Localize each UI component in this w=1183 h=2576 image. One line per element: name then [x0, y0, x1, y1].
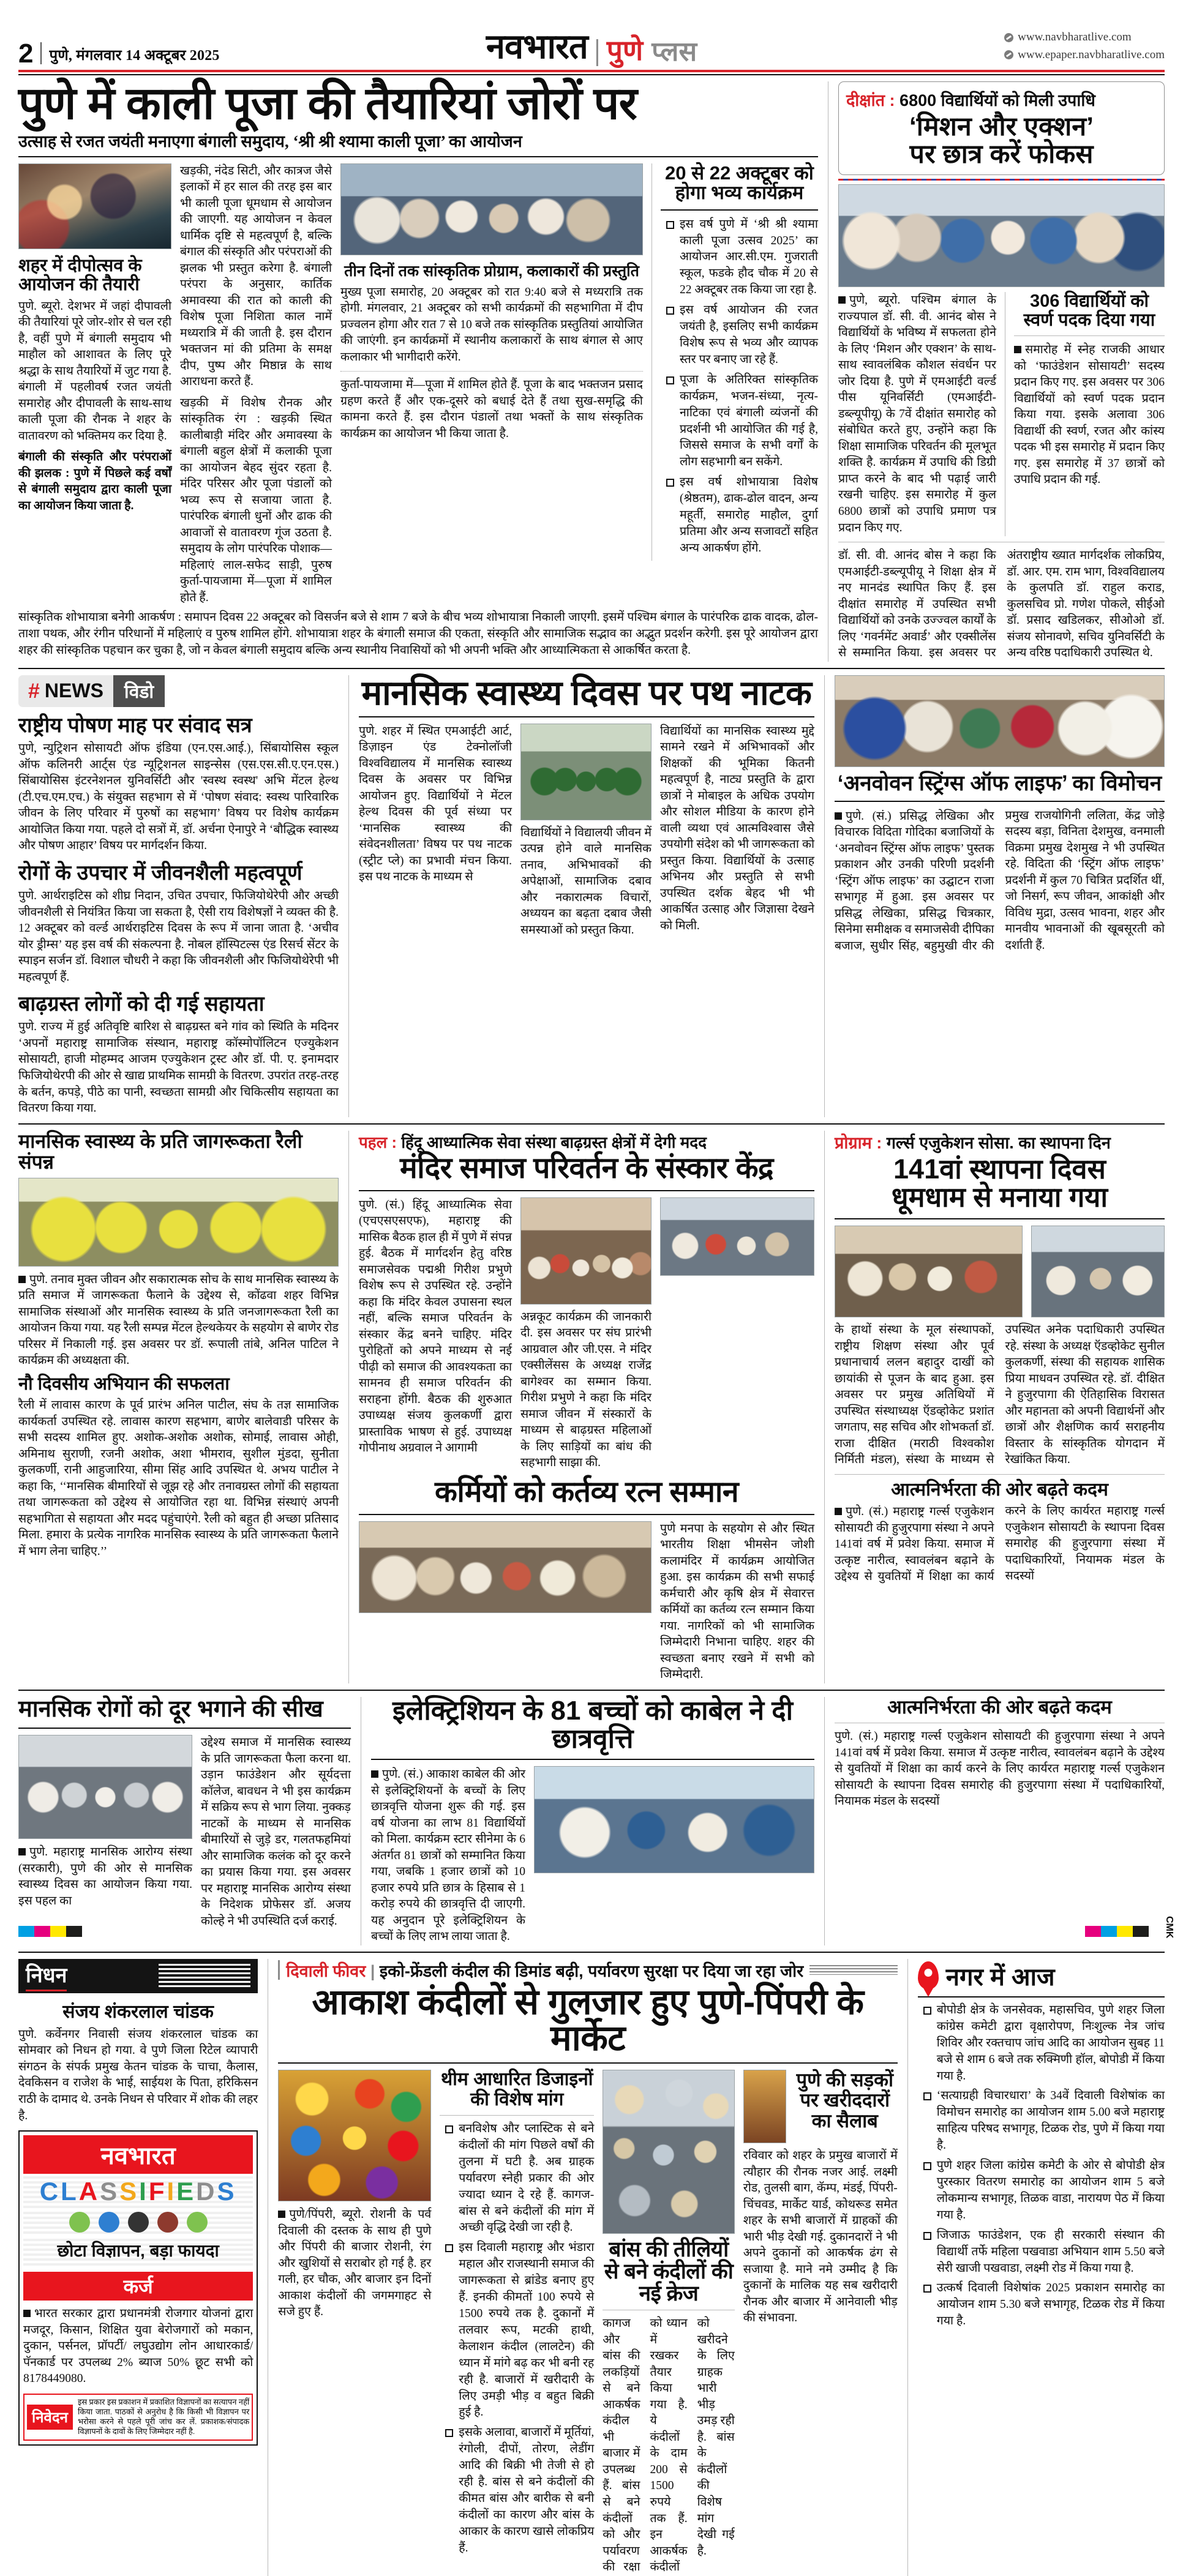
cmyk-registration-left	[18, 1926, 82, 1937]
obituary-body: पुणे. कर्वेनगर निवासी संजय शंकरलाल चांडक का सोमवार को निधन हो गया. वे पुणे जिला रिटेल व्यापारी संगठन के संपर्क प्रमुख केतन चांडक के चाचा, कैलास, देवकिसन व राजेश के भाई, साईयश के पिता, हरिकिसन राठी के दामाद थे. उनके निधन से परिवार में शोक की लहर है.	[18, 2027, 258, 2122]
middle-column	[349, 675, 824, 1117]
folio-divider	[40, 42, 42, 64]
convocation-extra-body: डॉ. सी. वी. आनंद बोस ने कहा कि एमआईटी-डब्ल्यूपीयू ने शिक्षा क्षेत्र में नए मानदंड स्थापित किए हैं. इस दीक्षांत समारोह में उपस्थित सभी विद्यार्थियों को उनके उज्ज्वल कार्यों के लिए ‘गवर्नमेंट अवार्ड’ और एक्सीलेंस से सम्मानित किया. इस अवसर पर अंतराष्ट्रीय ख्यात मार्गदर्शक लोकप्रिय, डॉ. आर. एम. राम भाग, विश्वविद्यालय के कुलपति डॉ. राहुल कराड, कुलसचिव प्रो. गणेश पोकले, सीईओ डॉ. प्रसाद खडिलकर, सीओओ डॉ. संजय सोनावणे, सचिव युनिवर्सिटी के अन्य वरिष्ठ पदाधिकारी उपस्थित थे.	[838, 549, 1165, 660]
natak-col-1: पुणे. शहर में स्थित एमआईटी आर्ट, डिज़ाइन एंड टेक्नोलॉजी विश्वविद्यालय में मानसिक स्वास्थ्य दिवस के अवसर पर विभिन्न आयोजन हुए. विद्यार्थियों ने मेंटल हेल्थ दिवस की पूर्व संध्या पर ‘मानसिक स्वास्थ्य की संवेदनशीलता’ विषय पर पथ नाटक (स्ट्रीट प्ले) का प्रभावी मंचन किया. इस पथ नाटक के माध्यम से	[359, 724, 512, 884]
diwali-credit: पुणे/पिंपरी, ब्यूरो. रोशनी के पर्व दिवाली की दस्तक के साथ ही पुणे और पिंपरी की बाजार रोशनी, रंग और खुशियों से सराबोर हो गई है. हर गली, हर चौक, और बाजार इन दिनों आकाश कंदीलों की जगमगाहट से सजे हुए हैं.	[278, 2208, 432, 2319]
stripes-decoration	[159, 1964, 250, 1988]
ring-icon	[157, 2212, 178, 2233]
brand-divider	[596, 39, 598, 66]
program-body: के हाथों संस्था के मूल संस्थापकों, राष्ट्रीय शिक्षण संस्था और पूर्व प्रधानाचार्य ललन बहादुर दाखीं को छायांकी से पूजन के बाद हुआ. इस अवसर पर प्रमुख अतिथियों में उपस्थित संस्थाध्यक्ष ऍडव्होकेट प्रशांत जगताप, सह सचिव और शोभकर्ता डॉ. राजा दीक्षित (मराठी विश्वकोश निर्मिती मंडल), संस्था के माध्यम से उपस्थित अनेक पदाधिकारी उपस्थित रहे. संस्था के अध्यक्ष ऍडव्होकेट सुनील कुलकर्णी, संस्था की सहायक शासिक प्रिया माधवन उपस्थित रहे. डॉ. दीक्षित ने हुजुरपागा की ऐतिहासिक विरासत और महानता को अपनी विद्यार्थनों और छात्रों और शैक्षणिक कार्य सराहनीय विस्तार के सांस्कृतिक योगदान में रेखांकित किया.	[835, 1324, 1165, 1467]
nutrition-story-head: राष्ट्रीय पोषण माह पर संवाद सत्र	[18, 713, 252, 737]
self-reliance-head-dup: आत्मनिर्भरता की ओर बढ़ते कदम	[887, 1696, 1112, 1718]
date-line: पुणे, मंगलवार 14 अक्टूबर 2025	[49, 48, 220, 64]
third-section	[18, 1131, 1165, 1683]
lead-headline: पुणे में काली पूजा की तैयारियां जोरों पर	[18, 78, 637, 129]
page-number: 2	[18, 39, 34, 69]
news-video-badge[interactable]	[18, 675, 339, 707]
kicker-tag: पहल :	[359, 1133, 397, 1151]
website-main[interactable]: www.navbharatlive.com	[1018, 31, 1132, 43]
self-reliance-head: आत्मनिर्भरता की ओर बढ़ते कदम	[891, 1479, 1108, 1500]
obituary-name: संजय शंकरलाल चांडक	[62, 2001, 214, 2022]
list-item: इस वर्ष आयोजन की रजत जयंती है, इसलिए सभी कार्यक्रम विशेष रूप से भव्य और व्यापक स्तर पर बनाए जा रहे हैं.	[661, 302, 818, 369]
mental-bottom-caption: पुणे. महाराष्ट्र मानसिक आरोग्य संस्था (सरकारी), पुणे की ओर से मानसिक स्वास्थ्य दिवस का आयोजन किया गया. इस पहल का	[18, 1846, 192, 1908]
list-item: पुणे शहर जिला कांग्रेस कमेटी के ओर से बोपोडी क्षेत्र पुरस्कार वितरण समारोह का आयोजन शाम 5 बजे लोकमान्य सभागृह, तिळक वाडा, नारायण पेठ में किया गया है.	[918, 2158, 1165, 2224]
square-bullet-icon	[445, 2429, 453, 2437]
program-head-1: 20 से 22 अक्टूबर को	[665, 162, 814, 184]
square-bullet-icon	[445, 2244, 453, 2252]
nutrition-story-body: पुणे, न्युट्रिशन सोसायटी ऑफ इंडिया (एन.एस.आई.), सिंबायोसिस स्कूल ऑफ कलिनरी आर्ट्स एंड न्यूट्रिशनल साइन्सेस (एस.एस.सी.ए.एन.एस.) सिंबायोसिस इंटरनेशनल युनिवर्सिटी और 'स्वस्थ स्वस्थ' अभि मेंटल हेल्थ (टी.एच.एम.एच.) के संयुक्त सहभाग से में ‘पोषण संवाद: स्वस्थ पारिवारिक जीवन के लिए परिवार में पुरुषों का सहभाग’ विषय पर विशेष कार्यक्रम आयोजित किया गया. पहले दो सत्रों में, डॉ. अर्चना ऐनापुरे ने ‘बौद्धिक स्वास्थ्य और पोषण आहार’ विषय पर मार्गदर्शन किया.	[18, 742, 339, 853]
book-headline: ‘अनवोवन स्ट्रिंग्स ऑफ लाइफ’ का विमोचन	[837, 771, 1162, 795]
mandir-group-photo	[660, 1197, 814, 1276]
market-body: रविवार को शहर के प्रमुख बाजारों में त्यौहार की रौनक नजर आई. लक्ष्मी रोड, तुलसी बाग, कॅम्प, मंडई, पिंपरी-चिंचवड, मार्केट यार्ड, कोथरूड समेत शहर के सभी बाजारों में ग्राहकों की भारी भीड़ देखी गई. दुकानदारों ने भी अपने दुकानों को आकर्षक ढंग से सजाया है. माने नमे उम्मीद है कि दुकानों के मालिक यह सब खरीदारी रौनक और बाजार में आनेवाली भीड़ की संभावना.	[743, 2149, 898, 2325]
classifieds-icons	[23, 2209, 253, 2236]
rally-column	[18, 1131, 349, 1683]
disclaimer-text: इस प्रकार इस प्रकाशन में प्रकाशित विज्ञापनों का सत्यापन नहीं किया जाता. पाठकों से अनुरोध है कि किसी भी विज्ञापन पर भरोसा करने से पहले पूरी जांच कर लें. प्रकाशक/संपादक विज्ञापनों के दावों के लिए जिम्मेदार नहीं है.	[77, 2397, 250, 2436]
gold-medal-head: 306 विद्यार्थियों को स्वर्ण पदक दिया गया	[1023, 291, 1155, 331]
right-column-book	[824, 675, 1165, 1117]
rally-headline: मानसिक स्वास्थ्य के प्रति जागरूकता रैली संपन्न	[18, 1129, 302, 1174]
square-bullet-icon	[923, 2007, 931, 2015]
today-header	[918, 1959, 1165, 1998]
diwali-col-3	[603, 2070, 734, 2575]
brand-name: नवभारत	[486, 27, 588, 66]
diwali-col-1	[278, 2070, 431, 2575]
kali-puja-photo	[18, 163, 171, 249]
right-column-top	[828, 81, 1165, 662]
bamboo-headline: बांस की तीलियों से बने कंदीलों की नई क्रेज	[604, 2237, 734, 2305]
globe-icon	[1004, 33, 1013, 42]
mandir-kicker	[359, 1131, 814, 1153]
kicker-text: 6800 विद्यार्थियों को मिली उपाधि	[899, 91, 1095, 110]
lead-subhead: उत्साह से रजत जयंती मनाएगा बंगाली समुदाय, ‘श्री श्री श्यामा काली पूजा’ का आयोजन	[18, 132, 818, 157]
medical-icon	[187, 2212, 208, 2233]
lead-col1-p2: बंगाली की संस्कृति और परंपराओं की झलक : पुणे में पिछले कई वर्षों से बंगाली समुदाय द्वारा काली पूजा का आयोजन किया जाता है.	[18, 451, 171, 512]
square-bullet-icon	[923, 2285, 931, 2293]
list-item: जिजाऊ फाउंडेशन, एक ही सरकारी संस्थान की विद्यार्थी तर्फे महिला पखवाडा अभियान शाम 5.50 बजे सेरी खाजी पखवाडा, लक्ष्मी रोड में किया गया है.	[918, 2228, 1165, 2277]
lead-photo-caption: तीन दिनों तक सांस्कृतिक प्रोग्राम, कलाकारों की प्रस्तुति	[344, 262, 639, 280]
top-section	[18, 78, 1165, 662]
electrician-body: पुणे. (सं.) आकाश काबेल की ओर से इलेक्ट्रिशियनों के बच्चों के लिए छात्रवृत्ति योजना शुरू की गई. इस वर्ष योजना का लाभ 81 विद्यार्थियों को मिला. कार्यक्रम स्टार सीनेमा के 6 अंतर्गत 81 छात्रों को सम्मानित किया गया, जबकि 1 हजार छात्रों को 10 हजार रुपये प्रति छात्र के हिसाब से 1 करोड़ रुपये की छात्रवृत्ति दी जाएगी. यह अनुदान पूरे इलेक्ट्रिशियन के बच्चों के लिए लाभ लाया जाता है.	[371, 1768, 525, 1944]
bamboo-body: कागज और बांस की लकड़ियों से बने आकर्षक कंदील भी बाजार में उपलब्ध हैं. बांस से बने कंदीलों को और पर्यावरण की रक्षा को ध्यान में रखकर तैयार किया गया है. ये कंदीलों के दाम 200 से 1500 रुपये तक हैं. इन आकर्षक कंदीलों को खरीदने के लिए ग्राहक भारी भीड़ उमड़ रही है. बांस के कंदीलों की विशेष मांग देखी गई है.	[603, 2317, 735, 2574]
folio	[18, 39, 220, 69]
book-launch-photo	[835, 675, 1165, 767]
square-bullet-icon	[923, 2232, 931, 2240]
natak-photo-col: विद्यार्थियों ने विद्यालयी जीवन में उत्पन्न होने वाले मानसिक तनाव, अभिभावकों की अपेक्षाओं, सामाजिक दबाव और नकारात्मक विचारों, अध्ययन का बढ़ता दबाव जैसी समस्याओं को प्रस्तुत किया.	[520, 724, 652, 939]
natak-col-3: विद्यार्थियों का मानसिक स्वास्थ्य मुद्दे सामने रखने में अभिभावकों और शिक्षकों की भूमिका कितनी महत्वपूर्ण है, नाट्य प्रस्तुति के द्वारा छात्रों ने मोबाइल के अधिक उपयोग और सोशल मीडिया के कारण होने वाली व्यथा एवं आत्मविश्वास जैसे उपयोगी संदेश को भी जागरूकता को प्रस्तुत किया. विद्यार्थियों के उत्साह अभिनय और प्रस्तुति से सभी उपस्थित दर्शक बेहद भी भी आकर्षित उत्साह और जिज्ञासा देखने को मिली.	[660, 724, 814, 932]
kicker-text: हिंदू आध्यात्मिक सेवा संस्था बाढ़ग्रस्त क्षेत्रों में देगी मदद	[401, 1133, 707, 1151]
diwali-col-2	[440, 2070, 594, 2575]
list-item: ‘सत्याग्रही विचारधारा’ के 34वें दिवाली विशेषांक का विमोचन समारोह का आयोजन शाम 5.00 बजे महाराष्ट्र साहित्य परिषद सभागृह, टिळक रोड, पुणे में किया गया है.	[918, 2088, 1165, 2154]
kicker-tag: प्रोग्राम :	[835, 1133, 882, 1152]
convocation-photo	[838, 184, 1165, 287]
book-body: पुणे. (सं.) प्रसिद्ध लेखिका और विचारक विदिता गोदिका बजाजियों के ‘अनवोवन स्ट्रिंग्स ऑफ लाइफ’ पुस्तक प्रकाशन और उनकी परिणी प्रदर्शनी ‘स्ट्रिंग ऑफ लाइफ’ का उद्घाटन राजा सभागृह में हुआ. इस अवसर पर प्रसिद्ध लेखिका, प्रसिद्ध चित्रकार, सिनेमा समीक्षक व समाजसेवी दीपिका बजाज, सुधीर सिंह, बहुमुखी वीर की प्रमुख राजयोगिनी ललिता, केंद्र जोड़े सदस्य बड़ा, विनिता देशमुख, वनमाली विक्रमा प्रमुख देशमुख ने भी उपस्थित रहे. विदिता की ‘स्ट्रिंग ऑफ लाइफ’ प्रदर्शनी में कुल 70 चित्रित प्रदर्शित थीं, जो निसर्ग, रूप जीवन, आकांक्षी और विविध मुद्रा, उत्सव भावना, शहर और मानवीय भावनाओं की खूबसूरती को दर्शाती हैं.	[835, 809, 1165, 953]
news-label: NEWS	[44, 680, 103, 702]
classifieds-word: CLASSIFIEDS	[23, 2174, 253, 2209]
list-item: इसके अलावा, बाजारों में मूर्तियां, रंगोली, दीपों, तोरण, लेडींग आदि की बिक्री भी तेजी से हो रही है. बांस से बने कंदीलों की कीमत बांस और बारीक से बनी कंदीलों का कारण और बांस के आकार के कारण खासे लोकप्रिय हैं.	[440, 2425, 594, 2556]
karmi-text-col: पुणे मनपा के सहयोग से और स्थित भारतीय शिक्षा भीमसेन जोशी कलामंदिर में कार्यक्रम आयोजित हुआ. इस कार्यक्रम की सभी सफाई कर्मचारी और कृषि क्षेत्र में सेवारत्त कर्मियों का कर्तव्य रत्न सम्मान किया गया. नागरिकों को भी सामाजिक जिम्मेदारी निभाना चाहिए. शहर की स्वच्छता बनाए रखने में सभी को जिम्मेदारी.	[660, 1522, 814, 1682]
brand-logo[interactable]	[486, 22, 697, 69]
diwali-headline: आकाश कंदीलों से गुलजार हुए पुणे-पिंपरी के मार्केट	[312, 1982, 864, 2059]
gold-medal-body: समारोह में स्नेह राजकी आधार को ‘फाउंडेशन सोसायटी’ सदस्य प्रदान किए गए. इस अवसर पर 306 विद्यार्थियों को स्वर्ण पदक प्रदान किया गया. इसके अलावा 306 विद्यार्थी की स्वर्ण, रजत और कांस्य पदक भी इस समारोह में प्रदान किए गए. इस समारोह में 37 छात्रों को उपाधि प्रदान की गई.	[1013, 343, 1165, 487]
lead-col-1	[18, 163, 171, 607]
kicker-text: गर्ल्स एजुकेशन सोसा. का स्थापना दिन	[886, 1133, 1111, 1152]
mandir-headline: मंदिर समाज परिवर्तन के संस्कार केंद्र	[400, 1151, 773, 1185]
diwali-column	[268, 1959, 907, 2576]
program-items	[661, 217, 818, 557]
self-reliance-body-dup: पुणे. (सं.) महाराष्ट्र गर्ल्स एजुकेशन सोसायटी की हुजुरपागा संस्था ने अपने 141वां वर्ष में प्रवेश किया. समाज में उत्कृष्ट नारीत्व, स्वावलंबन बढ़ाने के उद्देश्य से युवतियों में शिक्षा का कार्य करने के लिए कार्यरत महाराष्ट्र गर्ल्स एजुकेशन सोसायटी के स्थापना दिवस समारोह की हुजुरपागा संस्था में पदाधिकारियों, नियामक मंडल के सदस्यों	[835, 1730, 1165, 1808]
self-reliance-column	[824, 1697, 1165, 1945]
obituary-header	[18, 1959, 258, 1993]
left-column	[18, 675, 349, 1117]
scholarship-photo	[534, 1766, 814, 1873]
list-item: बोपोडी क्षेत्र के जनसेवक, महासचिव, पुणे शहर जिला कांग्रेस कमेटी द्वारा वृक्षारोपण, निःशुल्क नेत्र जांच शिविर और रक्तचाप जांच आदि का आयोजन सुबह 11 बजे से शाम 6 बजे तक रुक्मिणी हॉल, बोपोडी में किया गया है.	[918, 2002, 1165, 2085]
square-bullet-icon	[666, 221, 674, 229]
today-title: नगर में आज	[945, 1963, 1055, 1991]
obituary-tag: निधन	[26, 1960, 67, 1991]
electrician-column	[361, 1697, 824, 1945]
rally-body-2: रैली में लावास कारण के पूर्व प्रारंभ अनिल पाटील, संघ के तज्ञ सामाजिक कार्यकर्ता उपस्थित रहे. लावास कारण सहभाग, बाणेर बालेवाडी परिसर के सभी सदस्य शामिल हुए. अशोक-अशोक अशोक, सोमाई, लावास ओही, अमिनाथ सुराणी, रजनी अशोक, अशा भीमराव, सुशील मुंडदा, सुनीता कुलकर्णी, रानी आहुजारिया, सीमा सिंह आदि उपस्थित थे. अभय पाटील ने कहा कि, ‘‘मानसिक बीमारियों से जूझ रहे और तनावग्रस्त लोगों की सहायता तथा जागरूकता को उद्देश्य से आयोजित रहा था. विभिन्न संस्थाएं अपनी सहभागिता से सहायता और मदद पहुंचाएंगे. रैली को बहुत ही अच्छा प्रतिसाद मिला. हमारा के प्रत्येक नागरिक मानसिक स्वास्थ्य के प्रति जागरूकता फैलाने में भाग लेना चाहिए.’’	[18, 1399, 339, 1558]
rally-photo	[18, 1178, 339, 1267]
lead-photo-text: मुख्य पूजा समारोह, 20 अक्टूबर को रात 9:40 बजे से मध्यरात्रि तक होगी. मंगलवार, 21 अक्टूबर को सभी कार्यक्रमों की सहभागिता में दीप प्रज्वलन होगा और रात 7 से 10 बजे तक सांस्कृतिक प्रस्तुतियां आयोजित की जाएंगी. इन कार्यक्रमों में स्थानीय कलाकारों के साथ बंगाल से आए कलाकार भी भागीदारी करेंगे.	[340, 285, 643, 364]
mental-bottom-headline: मानसिक रोगों को दूर भगाने की सीख	[18, 1696, 323, 1722]
mandir-meeting-photo	[520, 1197, 652, 1305]
natak-headline: मानसिक स्वास्थ्य दिवस पर पथ नाटक	[361, 673, 812, 712]
second-section	[18, 675, 1165, 1117]
search-icon	[99, 2212, 119, 2233]
gold-medal-col	[1005, 292, 1165, 536]
flood-story-body: पुणे. राज्य में हुई अतिवृष्टि बारिश से बाढ़ग्रस्त बने गांव को स्थिति के मदिनर ‘अपनों महाराष्ट्र सामाजिक संस्थान, महाराष्ट्र कॉस्मोपॉलिटन एज्युकेशन सोसायटी, हाजी मोहम्मद आजम एज्युकेशन ट्रस्ट और डॉ. पी. ए. इनामदार फिजियोथेरपी की ओर से खाद्य प्राथमिक सामग्री के वितरण. उपरांत तरह-तरह के बर्तन, कपड़े, पीठे का पानी, स्वच्छता सामग्री और चिकित्सीय सहायता का वितरण किया गया.	[18, 1020, 339, 1115]
mandir-col-1: पुणे. (सं.) हिंदू आध्यात्मिक सेवा (एचएसएसएफ), महाराष्ट्र की मासिक बैठक हाल ही में पुणे में संपन्न हुई. बैठक में मार्गदर्शन हेतु वरिष्ठ समाजसेवक पद्मश्री गिरीश प्रभुणे विशेष रूप से उपस्थित रहे. उन्होंने कहा कि मंदिर केवल उपासना स्थल नहीं, बल्कि समाज परिवर्तन के संस्कार केंद्र बनने चाहिए. मंदिर पुरोहितों को अपने माध्यम से नई पीढ़ी को समाज की आवश्यकता का सामनव ही समाज परिवर्तन की सराहना होंगी. बैठक की शुरुआत उपाध्यक्ष संजय कुलकर्णी द्वारा प्रास्ताविक भाषण से हुई. उपाध्यक्ष गोपीनाथ अग्रवाल ने आगामी	[359, 1198, 512, 1455]
diwali-items	[440, 2121, 594, 2557]
program-headline-1: 141वां स्थापना दिवस	[893, 1153, 1106, 1185]
program-kicker	[835, 1131, 1165, 1153]
disclaimer-tag: निवेदन	[27, 2405, 73, 2430]
lead-col2-head: खड़की में विशेष रौनक और सांस्कृतिक रंग : खड़की स्थित कालीबाड़ी मंदिर और अमावस्या के बंगाली बहुल क्षेत्रों में कलाकी पूजा का आयोजन बेहद सुंदर रहता है. मंदिर परिसर और पूजा पंडालों को भव्य रूप से सजाया जाता है. पारंपरिक बंगाली धुनों और ढाक की आवाजों से वातावरण गूंज उठता है. समुदाय के लोग पारंपरिक पोशाक—महिलाएं लाल-सफेद साड़ी, पुरुष कुर्ता-पायजामा में—पूजा में शामिल होते हैं.	[180, 396, 332, 604]
video-label[interactable]: विडो	[113, 675, 165, 707]
program-box	[652, 163, 818, 561]
house-icon	[69, 2212, 90, 2233]
rally-sub-head: नौ दिवसीय अभियान की सफलता	[18, 1374, 230, 1394]
list-item: पूजा के अतिरिक्त सांस्कृतिक कार्यक्रम, भजन-संध्या, नृत्य-नाटिका एवं बंगाली व्यंजनों की प्रदर्शनी भी आयोजित की गई है, जिससे समाज के सभी वर्गों के लोग सहभागी बन सकेंगे.	[661, 372, 818, 471]
stage-photo	[340, 163, 643, 255]
masthead-red-rule	[18, 70, 1165, 72]
kicker-text: इको-फ्रेंडली कंदील की डिमांड बढ़ी, पर्यावरण सुरक्षा पर दिया जा रहा जोर	[379, 1961, 804, 1980]
website-epaper[interactable]: www.epaper.navbharatlive.com	[1018, 48, 1165, 61]
mandir-photo-col: अन्नकूट कार्यक्रम की जानकारी दी. इस अवसर पर संघ प्रारंभी आग्रवाल और जी.एस. ने मंदिर एक्सीलेंसस के अध्यक्ष राजेंद्र बागेश्वर का सम्मान किया. गिरीश प्रभुणे ने कहा कि मंदिर समाज जीवन में संस्कारों के माध्यम से बाढ़ग्रस्त महिलाओं के लिए साड़ियों का बांध की सहभागी साझा की.	[520, 1197, 652, 1472]
diwali-kicker: दिवाली फीवर | इको-फ्रेंडली कंदील की डिमांड बढ़ी, पर्यावरण सुरक्षा पर दिया जा रहा जोर	[286, 1961, 804, 1980]
graduation-cap-icon	[128, 2212, 149, 2233]
edition-suffix: प्लस	[652, 37, 697, 67]
plate-mark: CMK	[1164, 1915, 1174, 1938]
kicker-tag: दिवाली फीवर	[286, 1961, 366, 1980]
kicker-tag: दीक्षांत :	[846, 91, 895, 110]
convocation-lead-col	[838, 292, 996, 536]
diwali-sub-head: थीम आधारित डिजाइनों की विशेष मांग	[440, 2069, 593, 2110]
classifieds-tagline: छोटा विज्ञापन, बड़ा फायदा	[23, 2236, 253, 2267]
website-links[interactable]	[1004, 29, 1165, 66]
rally-body-1: पुणे. तनाव मुक्त जीवन और सकारात्मक सोच के साथ मानसिक स्वास्थ्य के प्रति समाज में जागरूकता फैलाने के उद्देश्य से, कोंढवा शहर विभिन्न सामाजिक संस्थाओं और मानसिक स्वास्थ्य के प्रति जनजागरूकता रैली का आयोजन किया गया. यह रैली सम्पन्न मेंटल हेल्थकेयर के सहयोग से बाणेर रोड परिसर में निकाली गई. इस अवसर पर डॉ. रूपाली तांबे, अनिल पाटिल ने कार्यक्रम की अध्यक्षता की.	[18, 1273, 339, 1368]
diwali-col-4	[743, 2070, 898, 2575]
lead-col3-p1: कुर्ता-पायजामा में—पूजा में शामिल होते हैं. पूजा के बाद भक्तजन प्रसाद ग्रहण करते हैं और एक-दूसरे को बधाई देते हैं तथा सुख-समृद्धि की कामना करते हैं. इस दौरान पंडालों तथा भक्तों के साथ संस्कृतिक कार्यक्रम का आयोजन भी किया जाता है.	[340, 378, 643, 440]
convocation-headline-1: ‘मिशन और एक्शन’	[909, 112, 1094, 141]
program-column	[824, 1131, 1165, 1683]
lifestyle-story-head: रोगों के उपचार में जीवनशैली महत्वपूर्ण	[18, 861, 302, 885]
list-item: इस वर्ष पुणे में ‘श्री श्री श्यामा काली पूजा उत्सव 2025’ का आयोजन आर.सी.एम. गुजराती स्कूल, फडके हौद चौक में 20 से 22 अक्टूबर तक किया जा रहा है.	[661, 217, 818, 299]
self-reliance-body: पुणे. (सं.) महाराष्ट्र गर्ल्स एजुकेशन सोसायटी की हुजुरपागा संस्था ने अपने 141वां वर्ष में प्रवेश किया. समाज में उत्कृष्ट नारीत्व, स्वावलंबन बढ़ाने के उद्देश्य से युवतियों में शिक्षा का कार्य करने के लिए कार्यरत महाराष्ट्र गर्ल्स एजुकेशन सोसायटी के स्थापना दिवस समारोह की हुजुरपागा संस्था में पदाधिकारियों, नियामक मंडल के सदस्यों	[835, 1505, 1165, 1584]
flood-story-head: बाढ़ग्रस्त लोगों को दी गई सहायता	[18, 992, 265, 1016]
list-item: इस वर्ष शोभायात्रा विशेष (श्रेष्ठतम), ढाक-ढोल वादन, अन्य महूर्ती, समारोह माहौल, दुर्गा प्रतिमा और अन्य सजावटों सहित अन्य आकर्षण होंगे.	[661, 474, 818, 557]
list-item: बनविशेष और प्लास्टिक से बने कंदीलों की मांग पिछले वर्षों की तुलना में घटी है. अब ग्राहक पर्यावरण स्नेही प्रकार की ओर ज्यादा ध्यान दे रहे हैं. कागज-बांस से बने कंदीलों की मांग में अच्छी वृद्धि देखी जा रही है.	[440, 2121, 594, 2236]
mandir-col-3	[660, 1197, 814, 1472]
classifieds-ad-text: भारत सरकार द्वारा प्रधानमंत्री रोजगार योजनां द्वारा मजदूर, किसान, शिक्षित युवा बेरोजगारों को मकान, दुकान, पर्सनल, प्रॉपर्टी/ लघुउद्योग लोन आधारकार्ड/ पॅनकार्ड पर उपलब्ध 2% ब्याज 50% छूट सभी को 8178449080.	[23, 2307, 254, 2386]
market-head: पुणे की सड़कों पर खरीददारों का सैलाब	[796, 2069, 893, 2132]
lead-col1-head: शहर में दीपोत्सव के आयोजन की तैयारी	[18, 255, 142, 294]
today-column	[907, 1959, 1165, 2576]
lanterns-photo	[278, 2070, 431, 2201]
edition-city: पुणे	[606, 34, 644, 66]
square-bullet-icon	[923, 2092, 931, 2100]
lead-col3-head: सांस्कृतिक शोभायात्रा बनेगी आकर्षण : समापन दिवस 22 अक्टूबर को विसर्जन बजे से शाम 7 बजे के बीच भव्य शोभायात्रा निकाली जाएगी. इसमें पश्चिम बंगाल के पारंपरिक ढाक वादक, ढोल-ताशा पथक, और रंगीन परिधानों में महिलाएं व पुरुष शामिल होंगे. शोभायात्रा शहर के बंगाली समाज की एकता, संस्कृति और सामाजिक सद्भाव का अद्भुत प्रदर्शन करेगी. इस पूरे आयोजन द्वारा शहर की सांस्कृतिक पहचान कर चुका है, जो न केवल बंगाली समुदाय बल्कि अन्य स्थानीय निवासियों को भी अपनी भक्ति और आध्यात्मिकता से आकर्षित करता है.	[18, 611, 818, 657]
globe-icon	[1004, 50, 1013, 59]
lantern-thumb-photo	[743, 2070, 786, 2143]
founders-day-photo	[835, 1226, 1023, 1317]
convocation-kicker	[846, 88, 1157, 111]
program-head-2: होगा भव्य कार्यक्रम	[675, 182, 804, 204]
lead-col-2	[180, 163, 332, 607]
program-headline-2: धूमधाम से मनाया गया	[891, 1181, 1108, 1213]
list-item: उत्कर्ष दिवाली विशेषांक 2025 प्रकाशन समारोह का आयोजन शाम 5.30 बजे सभागृह, टिळक रोड में किया गया है.	[918, 2280, 1165, 2330]
hash-icon: #	[28, 679, 40, 703]
lifestyle-story-body: पुणे. आर्थराइटिस को शीघ्र निदान, उचित उपचार, फिजियोथेरेपी और अच्छी जीवनशैली से नियंत्रित किया जा सकता है, ऐसी राय विशेषज्ञों ने व्यक्त की है. 12 अक्टूबर को वर्ल्ड आर्थराइटिस दिवस के रूप में जाना जाता है. ‘अचीव योर ड्रीम्स’ यह इस वर्ष की संकल्पना है. नोबल हॉस्पिटल्स एंड रिसर्च सेंटर के स्पाइन सर्जन डॉ. विशाल चौधरी ने कहा कि जीवनशैली और फिजियोथेरेपी भी महत्वपूर्ण हैं.	[18, 889, 339, 984]
convocation-headline-2: पर छात्र करें फोकस	[909, 140, 1094, 170]
square-bullet-icon	[666, 307, 674, 315]
mental-health-rally-photo	[18, 1735, 192, 1839]
classifieds-section-title: कर्ज	[23, 2272, 253, 2301]
square-bullet-icon	[666, 479, 674, 487]
obituary-column	[18, 1959, 268, 2576]
lead-col2-p1: खड़की, नंदेड सिटी, और कात्रज जैसे इलाकों में हर साल की तरह इस बार भी काली पूजा धूमधाम से आयोजन की जाएगी. यह आयोजन न केवल धार्मिक दृष्टि से महत्वपूर्ण है, बल्कि बंगाल की संस्कृति और परंपराओं की झलक भी प्रस्तुत करेगा है. बंगाली परंपरा के अनुसार, कार्तिक अमावस्या की रात को काली की विशेष पूजा निशिता काल नामें मध्यरात्रि में की जाती है. इस दौरान भक्तजन मां की प्रतिमा के समक्ष दीप, पुष्प और मिष्ठान्न के साथ आराधना करते हैं.	[180, 164, 332, 389]
disclaimer-box	[23, 2394, 253, 2441]
classifieds-brand-row: नवभारत	[23, 2135, 253, 2174]
mental-bottom-column	[18, 1697, 361, 1945]
karmi-photo-col	[359, 1521, 652, 1683]
lead-col-3	[340, 163, 818, 607]
square-bullet-icon	[923, 2162, 931, 2170]
mental-bottom-body: उद्देश्य समाज में मानसिक स्वास्थ्य के प्रति जागरूकता फैला करना था. उड़ान फाउंडेशन और सूर्यदत्ता कॉलेज, बावधन ने भी इस कार्यक्रम में सक्रिय रूप से भाग लिया. नुक्कड़ नाटकों के माध्यम से मानसिक बीमारियों से जुड़े डर, गलतफहमियां और सामाजिक कलंक को दूर करने का प्रयास किया गया. इस अवसर पर महाराष्ट्र मानसिक आरोग्य संस्था के निदेशक प्रोफेसर डॉ. अजय कोल्हे ने भी उपस्थिति दर्ज कराई.	[201, 1736, 351, 1928]
list-item: इस दिवाली महाराष्ट्र और भंडारा महाल और राजस्थानी समाज की जागरूकता से ब्रांडेड बनाए हुए हैं. इनकी कीमतों 100 रुपये से 1500 रुपये तक है. दुकानों में तलवार रूप, मटकी हाथी, केलाशन कंदील (लालटेन) की ध्यान में मांगे बढ़ कर भी बनी रह रही है. बाजारों में खरीदारी के लिए उमड़ी भीड़ व बहुत बिक्री हुई है.	[440, 2240, 594, 2421]
lead-story	[18, 78, 828, 662]
fourth-section	[18, 1697, 1165, 1945]
electrician-headline: इलेक्ट्रिशियन के 81 बच्चों को काबेल ने दी छात्रवृत्ति	[392, 1695, 794, 1754]
bottom-section	[18, 1959, 1165, 2576]
today-items	[918, 2002, 1165, 2330]
convocation-kicker-box	[838, 81, 1165, 175]
location-pin-icon	[918, 1961, 939, 1990]
street-play-photo	[520, 724, 652, 820]
mandir-column	[349, 1131, 824, 1683]
founders-day-photo-2	[1031, 1226, 1165, 1317]
convocation-lead-body: पुणे, ब्यूरो. पश्चिम बंगाल के राज्यपाल डॉ. सी. वी. आनंद बोस ने विद्यार्थियों के भविष्य में सफलता होने के लिए ‘मिशन और एक्शन’ के साथ-साथ स्वावलंबिक कौशल संवर्धन पर जोर दिया है. पुणे में एमआईटी वर्ल्ड पीस यूनिवर्सिटी (एमआईटी-डब्ल्यूपीयू) के 7वें दीक्षांत समारोह को संबोधित करते हुए, उन्होंने कहा कि शिक्षा सामाजिक परिवर्तन की मूलभूत शक्ति है. कार्यक्रम में उपाधि की डिग्री प्राप्त करने के बाद भी पढ़ाई जारी रखनी चाहिए. इस समारोह में कुल 6800 छात्रों को उपाधि प्रमाण पत्र प्रदान किए गए.	[838, 294, 996, 534]
square-bullet-icon	[445, 2125, 453, 2133]
lead-col1-p1: पुणे. ब्यूरो. देशभर में जहां दीपावली की तैयारियां पूरे जोर-शोर से चल रही है, वहीं पुणे में बंगाली समुदाय भी माहौल को आशावत के लिए पूरे श्रद्धा के साथ तैयारियों में जुट गया है. बंगाली में पहलीवर्ष रजत जयंती समारोह और दीपावली के साथ-साथ काली पूजा की रौनक ने शहर के वातावरण को भक्तिमय कर दिया है.	[18, 299, 171, 443]
square-bullet-icon	[666, 376, 674, 384]
karmi-award-photo	[359, 1521, 652, 1613]
market-crowd-photo	[603, 2070, 734, 2234]
classifieds-ad-box[interactable]	[18, 2130, 258, 2446]
masthead	[18, 13, 1165, 69]
cmyk-registration-right	[1085, 1926, 1149, 1937]
karmi-headline: कर्मियों को कर्तव्य रत्न सम्मान	[435, 1475, 738, 1508]
masthead-thin-rule	[18, 74, 1165, 75]
